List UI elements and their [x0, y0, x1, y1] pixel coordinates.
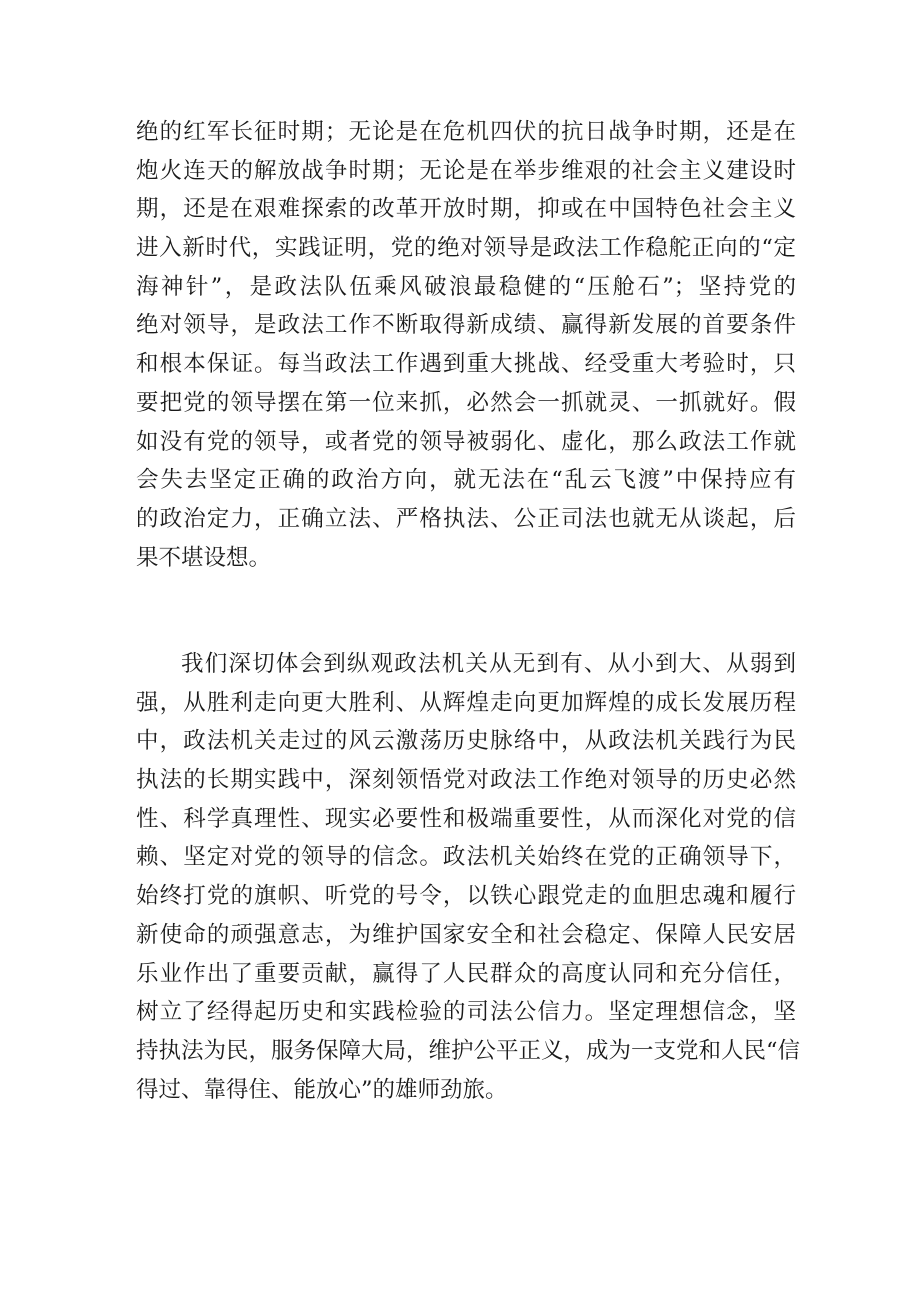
paragraph-line: 我们深切体会到纵观政法机关从无到有、从小到大、从弱到 — [181, 651, 796, 677]
paragraph-line: 期，还是在艰难探索的改革开放时期，抑或在中国特色社会主义 — [136, 196, 796, 223]
paragraph-1 — [136, 113, 796, 577]
paragraph-line: 强，从胜利走向更大胜利、从辉煌走向更加辉煌的成长发展历程 — [136, 689, 796, 716]
paragraph-line: 如没有党的领导，或者党的领导被弱化、虚化，那么政法工作就 — [136, 428, 796, 455]
paragraph-line: 果不堪设想。 — [136, 544, 272, 571]
paragraph-line: 会失去坚定正确的政治方向，就无法在“乱云飞渡”中保持应有 — [136, 467, 796, 494]
paragraph-line: 始终打党的旗帜、听党的号令，以铁心跟党走的血胆忠魂和履行 — [136, 883, 796, 910]
paragraph-line: 持执法为民，服务保障大局，维护公平正义，成为一支党和人民“信 — [136, 1037, 801, 1064]
paragraph-line: 进入新时代，实践证明，党的绝对领导是政法工作稳舵正向的“定 — [136, 235, 796, 262]
paragraph-line: 树立了经得起历史和实践检验的司法公信力。坚定理想信念，坚 — [136, 999, 796, 1026]
paragraph-2 — [136, 645, 801, 1109]
paragraph-line: 绝对领导，是政法工作不断取得新成绩、赢得新发展的首要条件 — [136, 312, 796, 339]
paragraph-line: 绝的红军长征时期；无论是在危机四伏的抗日战争时期，还是在 — [136, 119, 796, 145]
paragraph-line: 执法的长期实践中，深刻领悟党对政法工作绝对领导的历史必然 — [136, 767, 796, 794]
paragraph-line: 乐业作出了重要贡献，赢得了人民群众的高度认同和充分信任， — [136, 960, 796, 987]
paragraph-line: 的政治定力，正确立法、严格执法、公正司法也就无从谈起，后 — [136, 505, 796, 532]
paragraph-line: 中，政法机关走过的风云激荡历史脉络中，从政法机关践行为民 — [136, 728, 796, 755]
paragraph-line: 得过、靠得住、能放心”的雄师劲旅。 — [136, 1076, 508, 1103]
paragraph-line: 要把党的领导摆在第一位来抓，必然会一抓就灵、一抓就好。假 — [136, 389, 796, 416]
paragraph-line: 炮火连天的解放战争时期；无论是在举步维艰的社会主义建设时 — [136, 157, 796, 184]
paragraph-line: 赖、坚定对党的领导的信念。政法机关始终在党的正确领导下， — [136, 844, 796, 871]
paragraph-line: 和根本保证。每当政法工作遇到重大挑战、经受重大考验时，只 — [136, 351, 796, 378]
paragraph-line: 海神针”，是政法队伍乘风破浪最稳健的“压舱石”；坚持党的 — [136, 273, 796, 300]
paragraph-line: 性、科学真理性、现实必要性和极端重要性，从而深化对党的信 — [136, 805, 796, 832]
paragraph-line: 新使命的顽强意志，为维护国家安全和社会稳定、保障人民安居 — [136, 921, 796, 948]
